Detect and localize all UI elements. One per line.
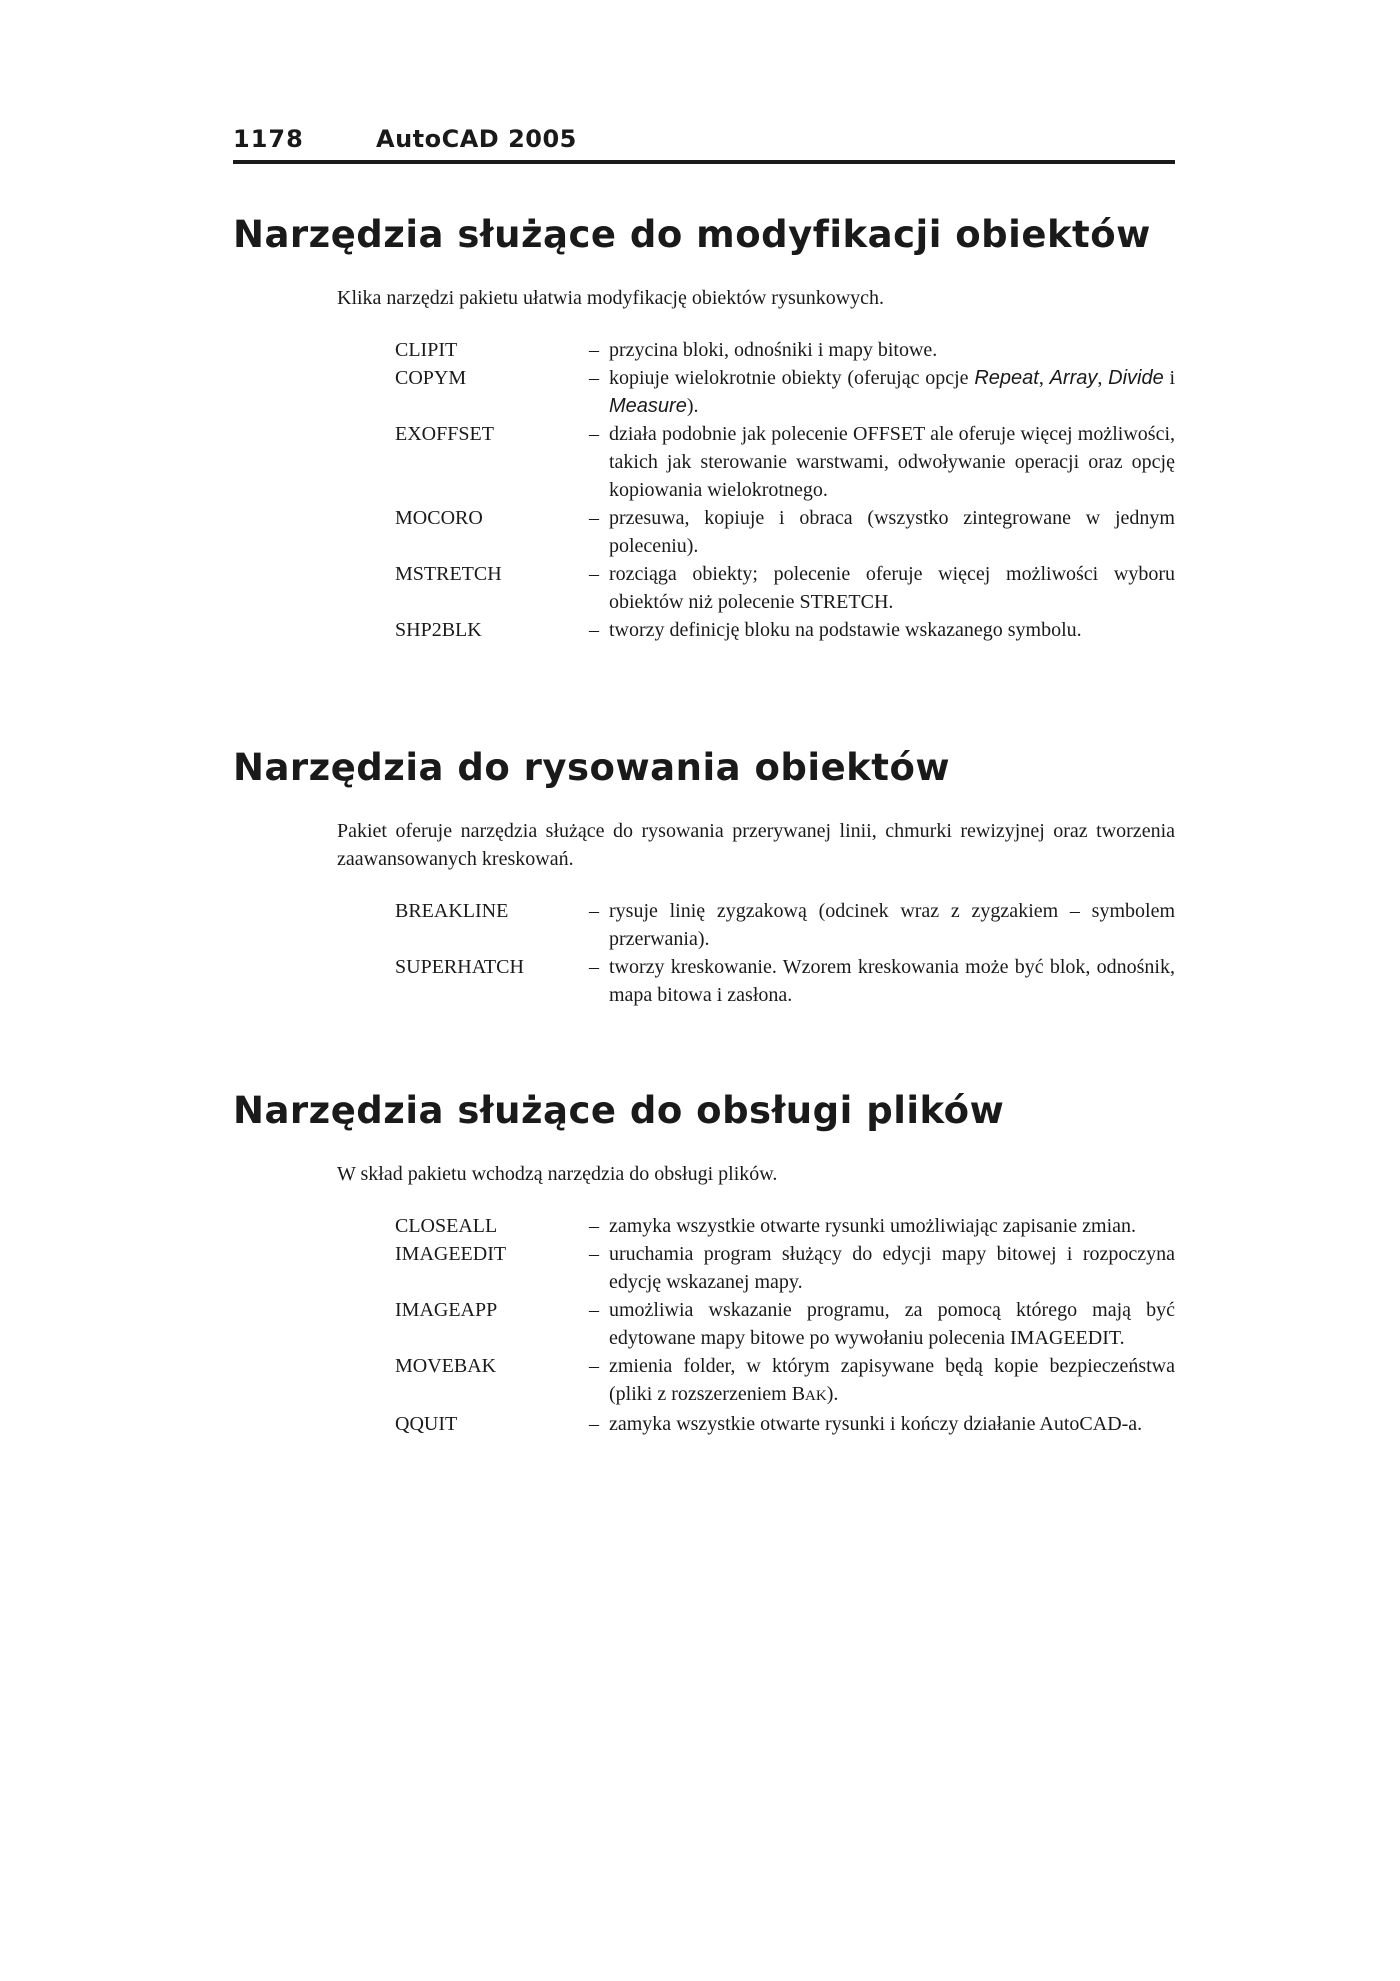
dash: –: [589, 619, 599, 641]
command-name: MOVEBAK: [395, 1355, 497, 1377]
definition-item: [395, 1212, 1175, 1240]
definition-item: [395, 1410, 1175, 1438]
definition-item: [395, 953, 1175, 1009]
option-name: Repeat: [974, 367, 1039, 389]
dash: –: [589, 1243, 599, 1265]
section-modify-tools: [233, 212, 1175, 644]
dash: –: [589, 339, 599, 361]
section-title: Narzędzia służące do obsługi plików: [233, 1089, 1005, 1132]
command-description: rysuje linię zygzakową (odcinek wraz z zygzakiem – symbolem przerwania).: [609, 900, 1175, 950]
command-description: zamyka wszystkie otwarte rysunki umożliwiając zapisanie zmian.: [609, 1215, 1137, 1237]
dash: –: [589, 1215, 599, 1237]
command-description: umożliwia wskazanie programu, za pomocą którego mają być edytowane mapy bitowe po wywołaniu polecenia IMAGEEDIT.: [609, 1299, 1175, 1349]
dash: –: [589, 367, 599, 389]
command-description: tworzy definicję bloku na podstawie wskazanego symbolu.: [609, 619, 1082, 641]
command-name: COPYM: [395, 367, 467, 389]
definition-item: [395, 1352, 1175, 1410]
option-name: Array: [1049, 367, 1098, 389]
command-name: BREAKLINE: [395, 900, 509, 922]
file-extension: B: [791, 1383, 806, 1405]
section-intro: W skład pakietu wchodzą narzędzia do obsługi plików.: [337, 1163, 778, 1185]
section-drawing-tools: [233, 745, 1175, 1009]
command-name: SUPERHATCH: [395, 956, 524, 978]
command-description: tworzy kreskowanie. Wzorem kreskowania może być blok, odnośnik, mapa bitowa i zasłona.: [609, 956, 1175, 1006]
section-file-tools: [233, 1088, 1175, 1438]
definition-item: [395, 560, 1175, 616]
file-extension-smallcaps: AK: [805, 1388, 827, 1404]
dash: –: [589, 563, 599, 585]
dash: –: [589, 507, 599, 529]
definition-list: [395, 897, 1175, 1009]
command-name: IMAGEAPP: [395, 1299, 498, 1321]
dash: –: [589, 900, 599, 922]
section-title: Narzędzia służące do modyfikacji obiektów: [233, 213, 1151, 256]
section-intro: Klika narzędzi pakietu ułatwia modyfikację obiektów rysunkowych.: [337, 287, 885, 309]
definition-item: [395, 616, 1175, 644]
command-description: rozciąga obiekty; polecenie oferuje więcej możliwości wyboru obiektów niż polecenie STRETCH.: [609, 563, 1175, 613]
dash: –: [589, 1355, 599, 1377]
page-header: [233, 124, 1175, 164]
command-description: zamyka wszystkie otwarte rysunki i kończy działanie AutoCAD-a.: [609, 1413, 1143, 1435]
option-name: Divide: [1108, 367, 1164, 389]
definition-item: [395, 1240, 1175, 1296]
section-title: Narzędzia do rysowania obiektów: [233, 746, 951, 789]
command-name: QQUIT: [395, 1413, 458, 1435]
section-intro: Pakiet oferuje narzędzia służące do rysowania przerywanej linii, chmurki rewizyjnej oraz tworzenia zaawansowanych kreskowań.: [337, 820, 1175, 870]
definition-item: [395, 504, 1175, 560]
command-name: IMAGEEDIT: [395, 1243, 507, 1265]
dash: –: [589, 423, 599, 445]
page-number: 1178: [233, 125, 304, 153]
command-name: MOCORO: [395, 507, 483, 529]
command-description: przycina bloki, odnośniki i mapy bitowe.: [609, 339, 938, 361]
definition-item: [395, 420, 1175, 504]
command-name: SHP2BLK: [395, 619, 482, 641]
command-name: CLOSEALL: [395, 1215, 498, 1237]
command-name: MSTRETCH: [395, 563, 502, 585]
command-description: przesuwa, kopiuje i obraca (wszystko zintegrowane w jednym poleceniu).: [609, 507, 1175, 557]
option-name: Measure: [609, 395, 687, 417]
command-description: działa podobnie jak polecenie OFFSET ale oferuje więcej możliwości, takich jak sterowanie warstwami, odwoływanie operacji oraz opcję kopiowania wielokrotnego.: [609, 423, 1175, 501]
definition-item: [395, 336, 1175, 364]
definition-item: [395, 897, 1175, 953]
command-description: zmienia folder, w którym zapisywane będą kopie bezpieczeństwa (pliki z rozszerzeniem BAK).: [609, 1355, 1175, 1405]
definition-list: [395, 1212, 1175, 1438]
definition-item: [395, 1296, 1175, 1352]
dash: –: [589, 1299, 599, 1321]
definition-list: [395, 336, 1175, 644]
command-description: kopiuje wielokrotnie obiekty (oferując opcje Repeat, Array, Divide i Measure).: [609, 367, 1176, 417]
command-description: uruchamia program służący do edycji mapy bitowej i rozpoczyna edycję wskazanej mapy.: [609, 1243, 1175, 1293]
book-title: AutoCAD 2005: [376, 125, 577, 153]
definition-item: [395, 364, 1175, 420]
command-name: EXOFFSET: [395, 423, 494, 445]
dash: –: [589, 1413, 599, 1435]
dash: –: [589, 956, 599, 978]
command-name: CLIPIT: [395, 339, 458, 361]
